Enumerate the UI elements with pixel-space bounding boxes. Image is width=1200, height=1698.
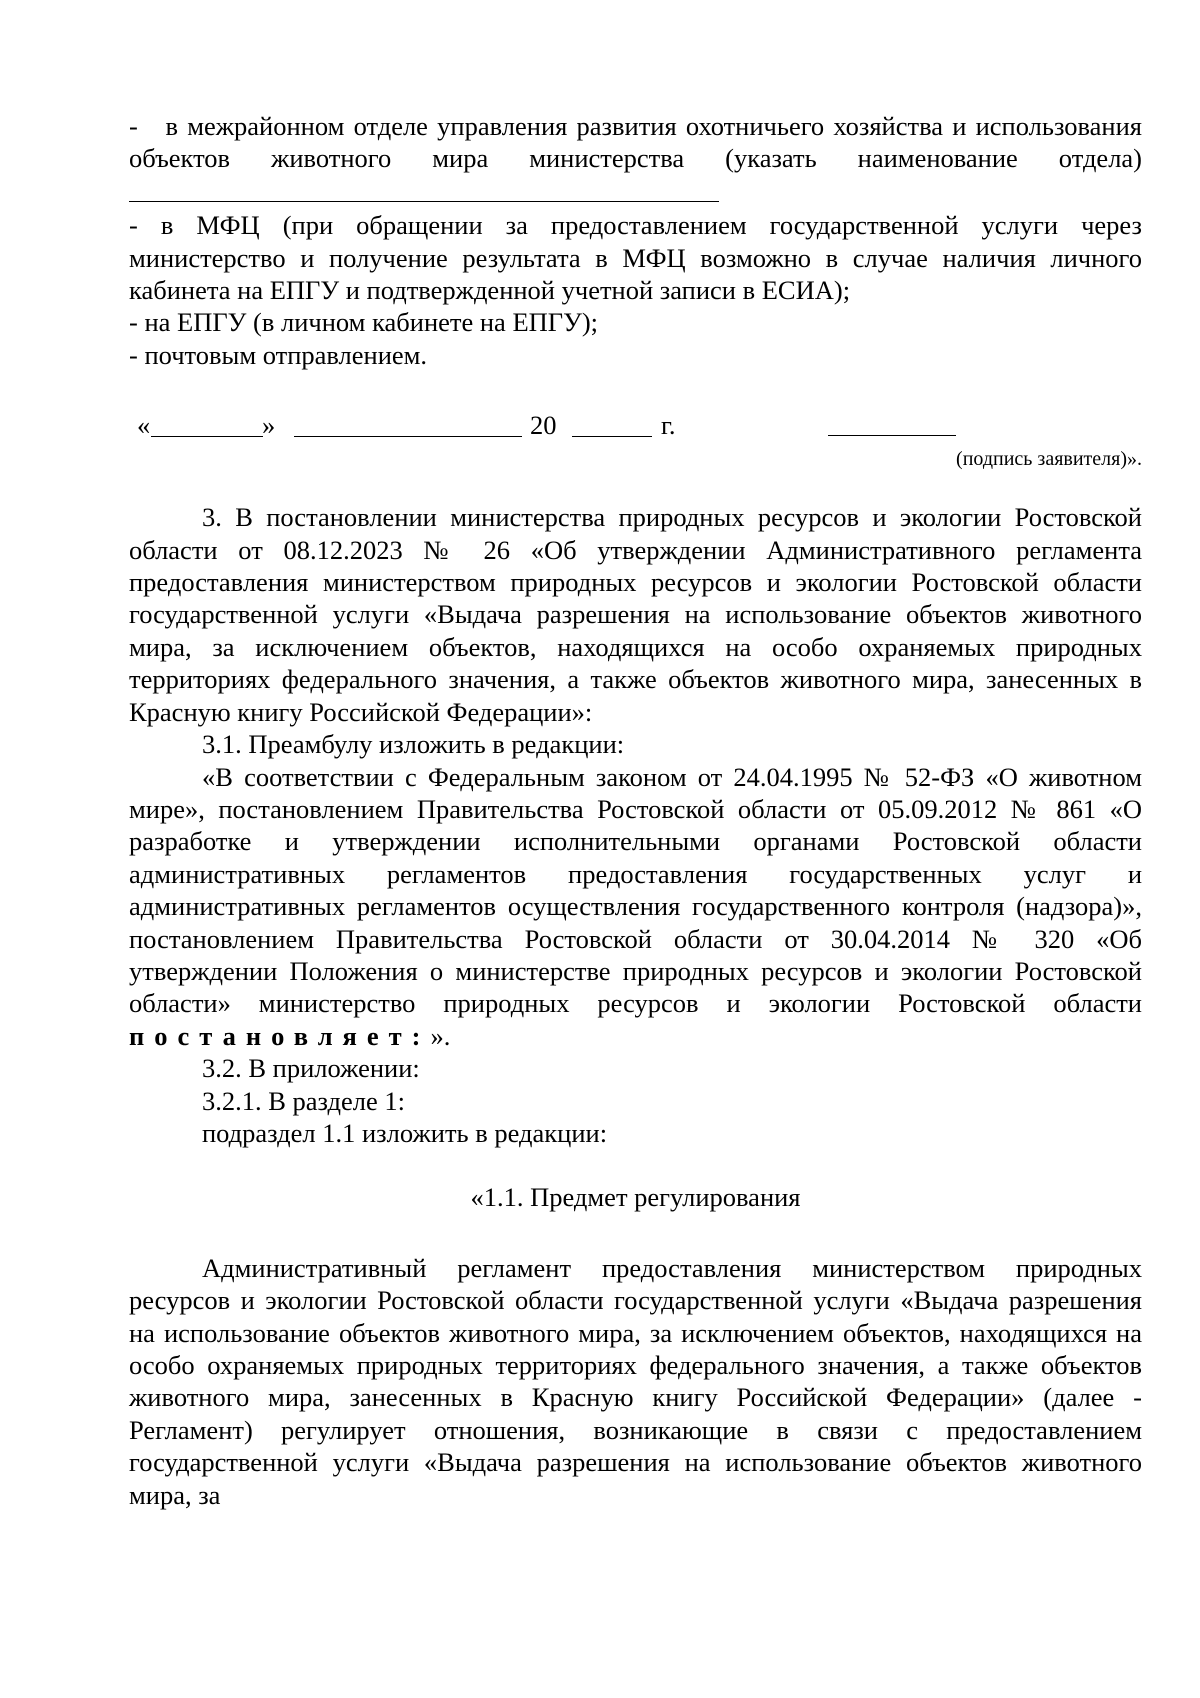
year-blank-line [572, 409, 652, 437]
month-blank-line [294, 409, 522, 437]
date-close-quote: » [262, 410, 276, 441]
year-prefix: 20 [530, 410, 557, 441]
paragraph-body: Административный регламент предоставления министерством природных ресурсов и экологии Ростовской области государственной услуги «Выдача разрешения на использование объектов животного мира, за исключением объектов, находящихся на особо охраняемых природных территориях федерального значения, а также объектов животного мира, занесенных в Красную книгу Российской Федерации» (далее - Регламент) регулирует отношения, возникающие в связи с предоставлением государственной услуги «Выдача разрешения на использование объектов животного мира, за [129, 1252, 1142, 1510]
list-item-mfc: - в МФЦ (при обращении за предоставлением государственной услуги через министерство и получение результата в МФЦ возможно в случае наличия личного кабинета на ЕПГУ и подтвержденной учетной записи в ЕСИА); [129, 210, 1142, 306]
preamble-text: «В соответствии с Федеральным законом от 24.04.1995 № 52-ФЗ «О животном мире», постановлением Правительства Ростовской области от 05.09.2012 № 861 «О разработке и утверждении исполнительными органами Ростовской области административных регламентов предоставления государственных услуг и административных регламентов осуществления государственного контроля (надзора)», постановлением Правительства Ростовской области от 30.04.2014 № 320 «Об утверждении Положения о министерстве природных ресурсов и экологии Ростовской области» министерство природных ресурсов и экологии Ростовской области [129, 761, 1142, 1019]
paragraph-subsection: подраздел 1.1 изложить в редакции: [202, 1117, 608, 1148]
list-item-department-text: - в межрайонном отделе управления развития охотничьего хозяйства и использования объектов животного мира министерства (указать наименование отдела) [129, 111, 1142, 174]
paragraph-3-1: 3.1. Преамбулу изложить в редакции: [202, 729, 625, 760]
preamble-bold-word: постановляет: [129, 1020, 431, 1051]
day-blank-line [151, 409, 263, 437]
paragraph-3: 3. В постановлении министерства природных ресурсов и экологии Ростовской области от 08.12.2023 № 26 «Об утверждении Административного регламента предоставления министерством природных ресурсов и экологии Ростовской области государственной услуги «Выдача разрешения на использование объектов животного мира, за исключением объектов, находящихся на особо охраняемых природных территориях федерального значения, а также объектов животного мира, занесенных в Красную книгу Российской Федерации»: [129, 502, 1142, 727]
list-item-mail: - почтовым отправлением. [129, 339, 428, 370]
section-heading: «1.1. Предмет регулирования [470, 1182, 801, 1213]
paragraph-preamble [129, 761, 1142, 1053]
paragraph-3-2: 3.2. В приложении: [202, 1053, 420, 1084]
blank-line-department [129, 175, 719, 202]
paragraph-3-2-1: 3.2.1. В разделе 1: [202, 1085, 406, 1116]
signature-caption: (подпись заявителя)». [956, 448, 1142, 471]
date-open-quote: « [137, 410, 151, 441]
signature-blank-line [828, 435, 956, 436]
preamble-end: ». [430, 1020, 451, 1051]
list-item-epgu: - на ЕПГУ (в личном кабинете на ЕПГУ); [129, 307, 599, 338]
date-signature-line [129, 409, 1142, 443]
year-suffix: г. [661, 410, 676, 441]
list-item-department [129, 110, 1142, 209]
